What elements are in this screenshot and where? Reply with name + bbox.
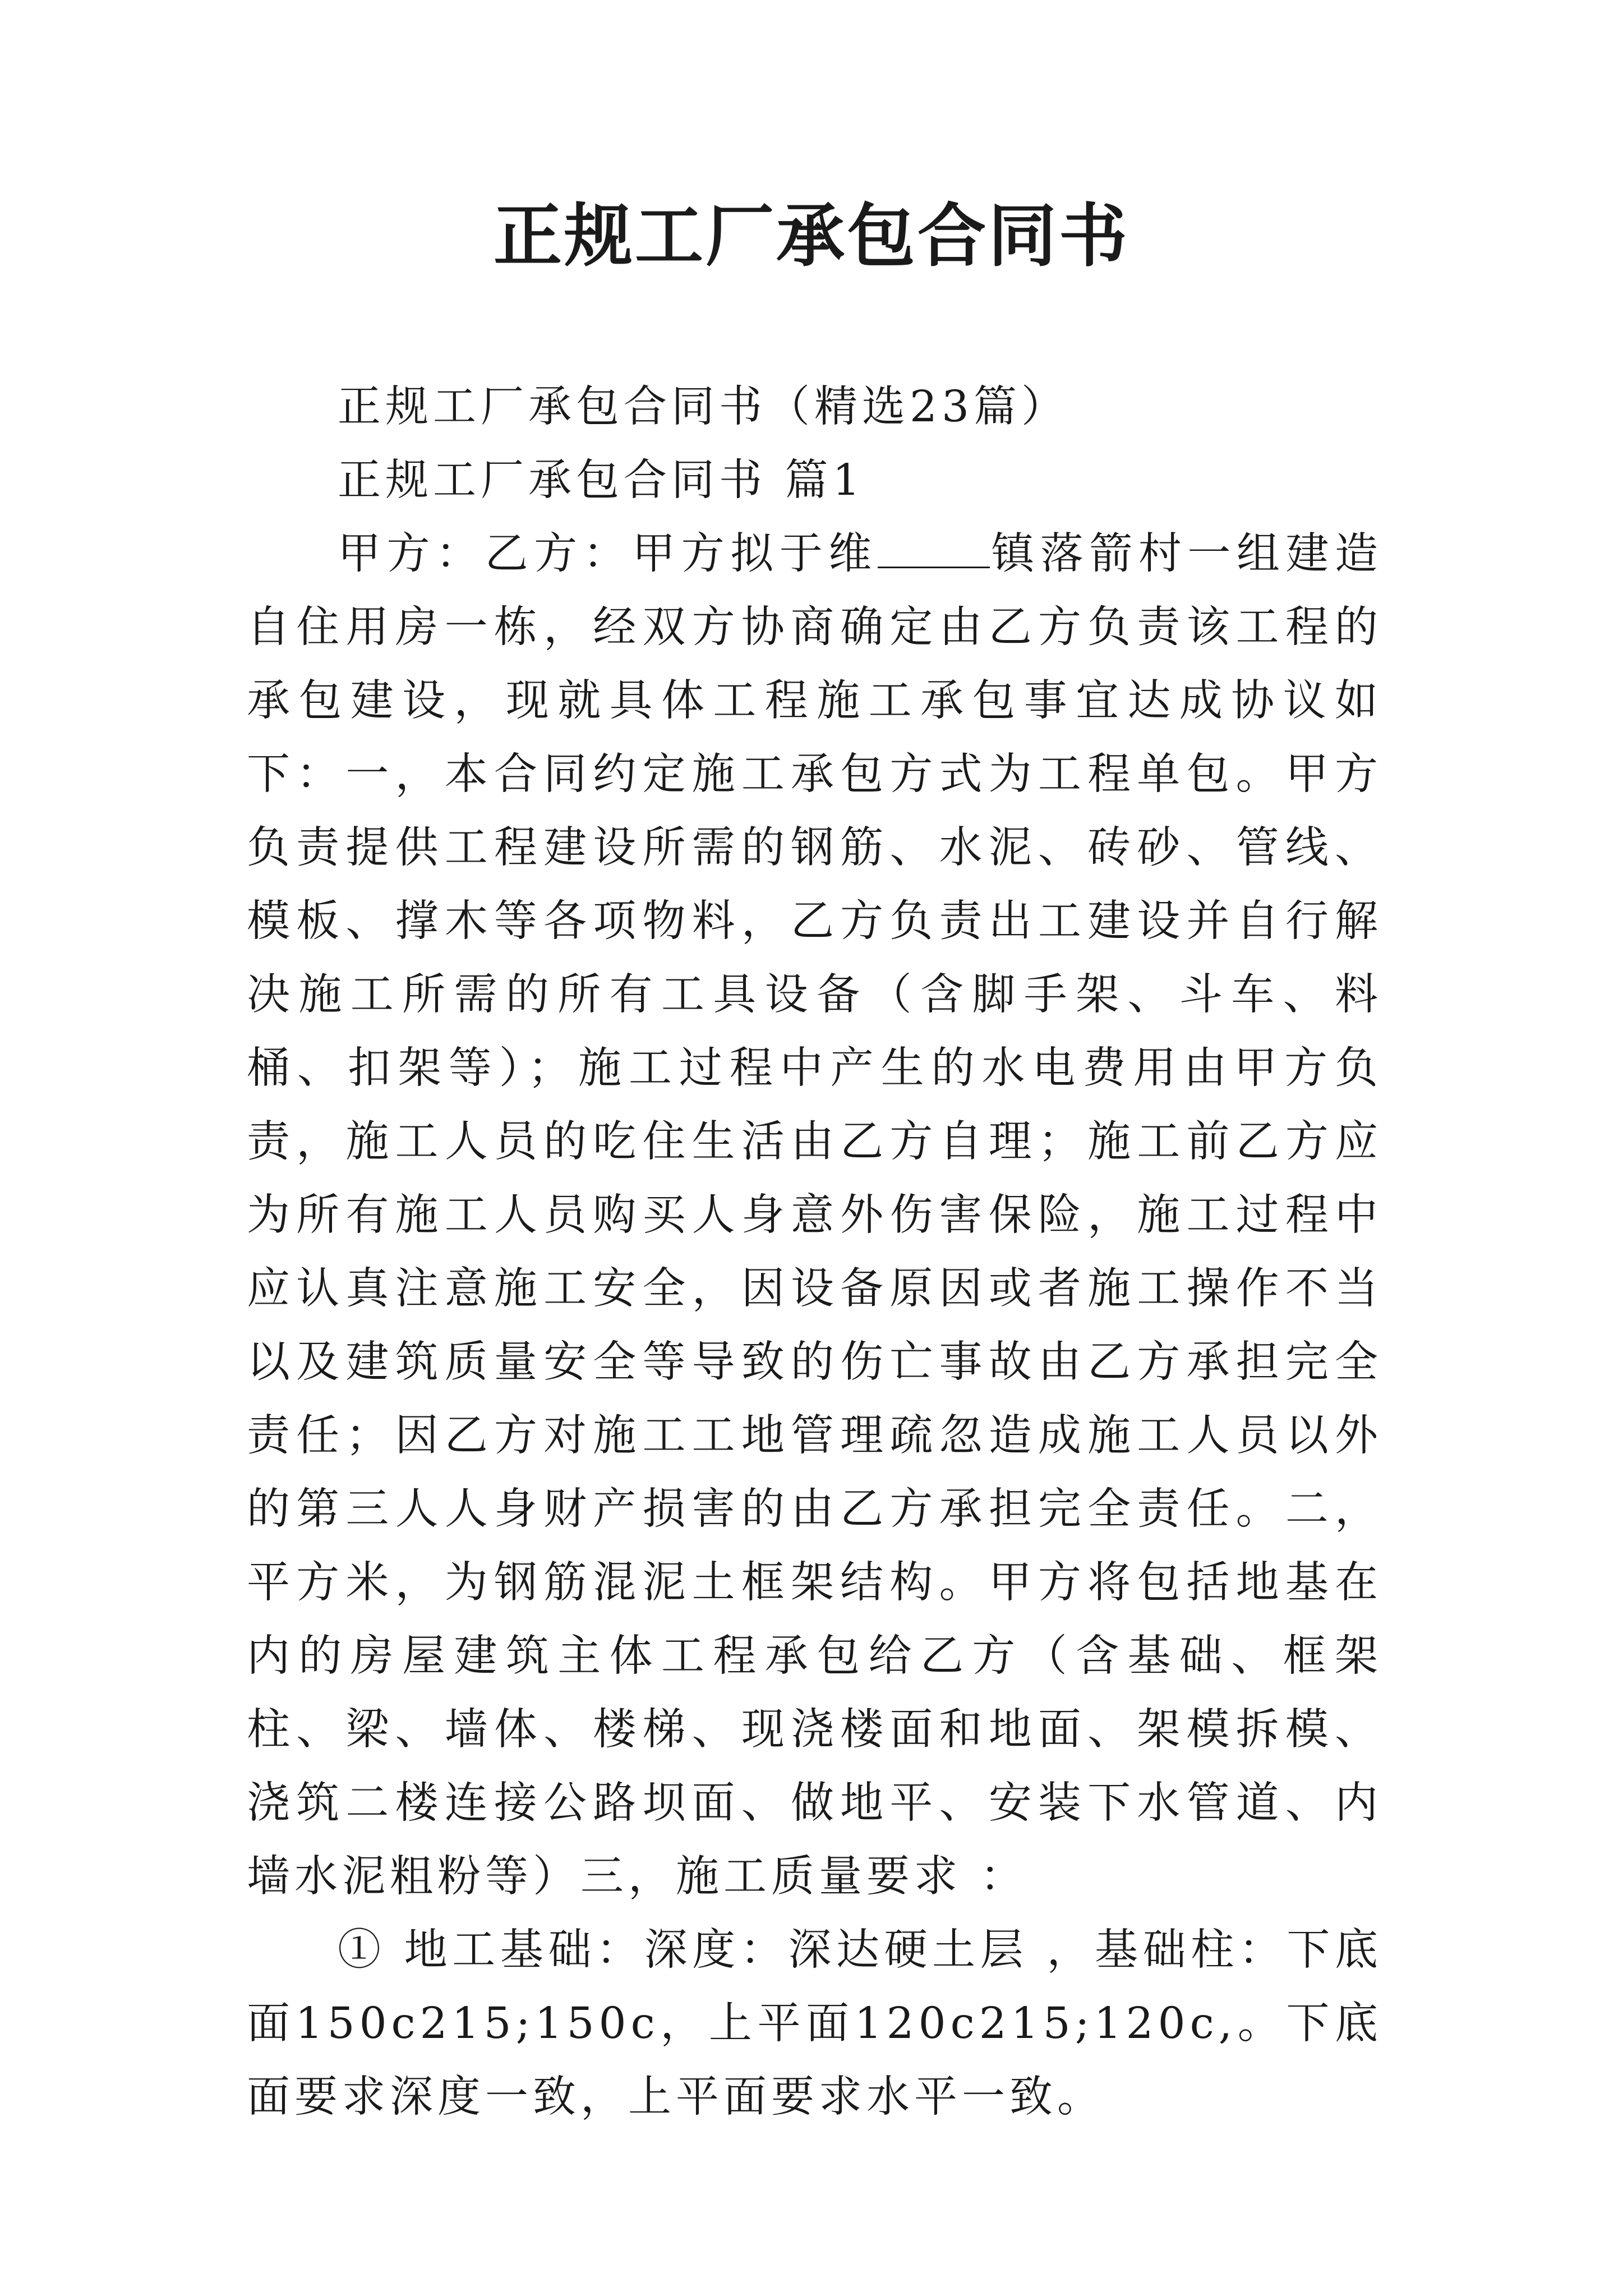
paragraph-text-before-blank: 甲方：乙方：甲方拟于维 — [338, 529, 878, 579]
fill-in-blank — [878, 527, 990, 568]
section-heading: 正规工厂承包合同书 篇1 — [338, 455, 865, 505]
document-body — [247, 370, 1382, 2134]
document-title: 正规工厂承包合同书 — [494, 195, 1129, 276]
paragraph-contract-terms — [247, 517, 1382, 1913]
document-subtitle: 正规工厂承包合同书（精选23篇） — [338, 382, 1069, 432]
paragraph-text-after-blank: 镇落箭村一组建造自住用房一栋，经双方协商确定由乙方负责该工程的承包建设，现就具体工程施工承包事宜达成协议如下：一，本合同约定施工承包方式为工程单包。甲方负责提供工程建设所需的钢筋、水泥、砖砂、管线、模板、撑木等各项物料，乙方负责出工建设并自行解决施工所需的所有工具设备（含脚手架、斗车、料桶、扣架等）；施工过程中产生的水电费用由甲方负责，施工人员的吃住生活由乙方自理；施工前乙方应为所有施工人员购买人身意外伤害保险，施工过程中应认真注意施工安全，因设备原因或者施工操作不当以及建筑质量安全等导致的伤亡事故由乙方承担完全责任；因乙方对施工工地管理疏忽造成施工人员以外的第三人人身财产损害的由乙方承担完全责任。二，平方米，为钢筋混泥土框架结构。甲方将包括地基在内的房屋建筑主体工程承包给乙方（含基础、框架柱、梁、墙体、楼梯、现浇楼面和地面、架模拆模、浇筑二楼连接公路坝面、做地平、安装下水管道、内墙水泥粗粉等）三，施工质量要求 ： — [247, 529, 1383, 1902]
paragraph-foundation-requirements: ① 地工基础：深度：深达硬土层 ，基础柱：下底面150c215;150c，上平面120c215;120c,。下底面要求深度一致，上平面要求水平一致。 — [247, 1925, 1382, 2122]
